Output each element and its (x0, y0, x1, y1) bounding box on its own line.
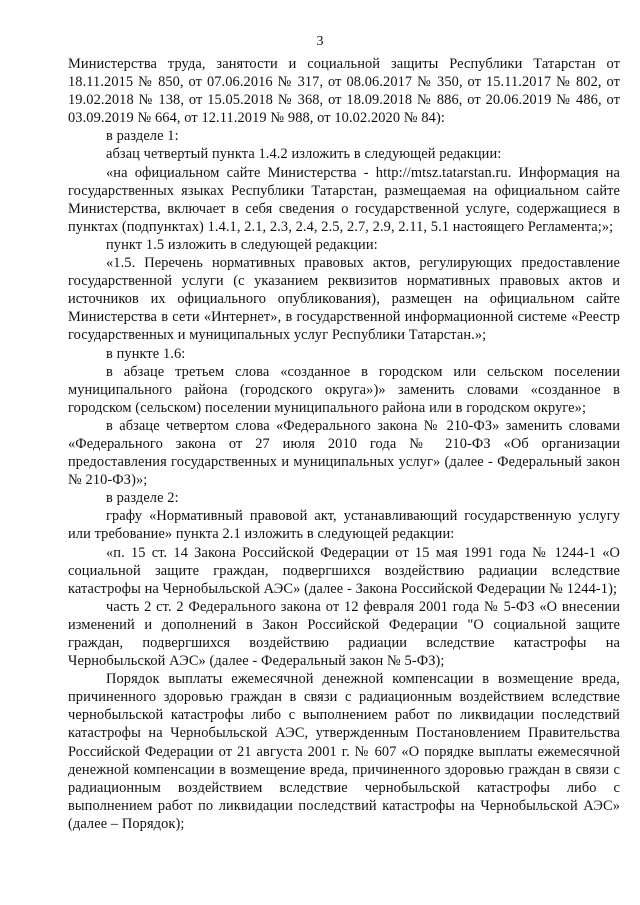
document-body (68, 55, 620, 833)
paragraph: «на официальном сайте Министерства - http://mtsz.tatarstan.ru. Информация на государственных языках Республики Татарстан, размещаемая на официальном сайте Министерства, включает в себя сведения о государственной услуге, содержащиеся в пунктах (подпунктах) 1.4.1, 2.1, 2.3, 2.4, 2.5, 2.7, 2.9, 2.11, 5.1 настоящего Регламента;»; (68, 164, 620, 235)
paragraph: в разделе 1: (106, 128, 179, 145)
paragraph: в разделе 2: (106, 490, 179, 507)
paragraph: пункт 1.5 изложить в следующей редакции: (106, 236, 378, 253)
paragraph: в абзаце четвертом слова «Федерального закона № 210-ФЗ» заменить словами «Федерального закона от 27 июля 2010 года № 210-ФЗ «Об организации предоставления государственных и муниципальных услуг» (далее - Федеральный закон № 210-ФЗ)»; (68, 417, 620, 489)
paragraph: графу «Нормативный правовой акт, устанавливающий государственную услугу или требование» пункта 2.1 изложить в следующей редакции: (68, 508, 620, 543)
page-number: 3 (316, 34, 324, 49)
paragraph: «1.5. Перечень нормативных правовых актов, регулирующих предоставление государственной услуги (с указанием реквизитов нормативных правовых актов и источников их официального опубликования), размещен на официальном сайте Министерства в сети «Интернет», в государственной информационной системе «Реестр государственных и муниципальных услуг Республики Татарстан.»; (68, 255, 620, 344)
paragraph: часть 2 ст. 2 Федерального закона от 12 февраля 2001 года № 5-ФЗ «О внесении изменений и дополнений в Закон Российской Федерации "О социальной защите граждан, подвергшихся воздействию радиации вследствие катастрофы на Чернобыльской АЭС» (далее - Федеральный закон № 5-ФЗ); (68, 598, 620, 670)
paragraph: в пункте 1.6: (106, 345, 186, 362)
paragraph: в абзаце третьем слова «созданное в городском или сельском поселении муниципального района (городского округа»)» заменить словами «созданное в городском (сельском) поселении муниципального района или в городском округе»; (68, 363, 620, 416)
paragraph: Порядок выплаты ежемесячной денежной компенсации в возмещение вреда, причиненного здоровью граждан в связи с радиационным воздействием вследствие чернобыльской катастрофы либо с выполнением работ по ликвидации последствий катастрофы на Чернобыльской АЭС, утвержденным Постановлением Правительства Российской Федерации от 21 августа 2001 г. № 607 «О порядке выплаты ежемесячной денежной компенсации в возмещение вреда, причиненного здоровью граждан в связи с радиационным воздействием вследствие чернобыльской катастрофы либо с выполнением работ по ликвидации последствий катастрофы на Чернобыльской АЭС» (далее – Порядок); (68, 671, 620, 832)
paragraph: абзац четвертый пункта 1.4.2 изложить в следующей редакции: (106, 146, 502, 163)
paragraph: Министерства труда, занятости и социальной защиты Республики Татарстан от 18.11.2015 № 850, от 07.06.2016 № 317, от 08.06.2017 № 350, от 15.11.2017 № 802, от 19.02.2018 № 138, от 15.05.2018 № 368, от 18.09.2018 № 886, от 20.06.2019 № 486, от 03.09.2019 № 664, от 12.11.2019 № 988, от 10.02.2020 № 84): (68, 56, 620, 127)
paragraph: «п. 15 ст. 14 Закона Российской Федерации от 15 мая 1991 года № 1244-1 «О социальной защите граждан, подвергшихся воздействию радиации вследствие катастрофы на Чернобыльской АЭС» (далее - Закона Российской Федерации № 1244-1); (68, 544, 620, 597)
